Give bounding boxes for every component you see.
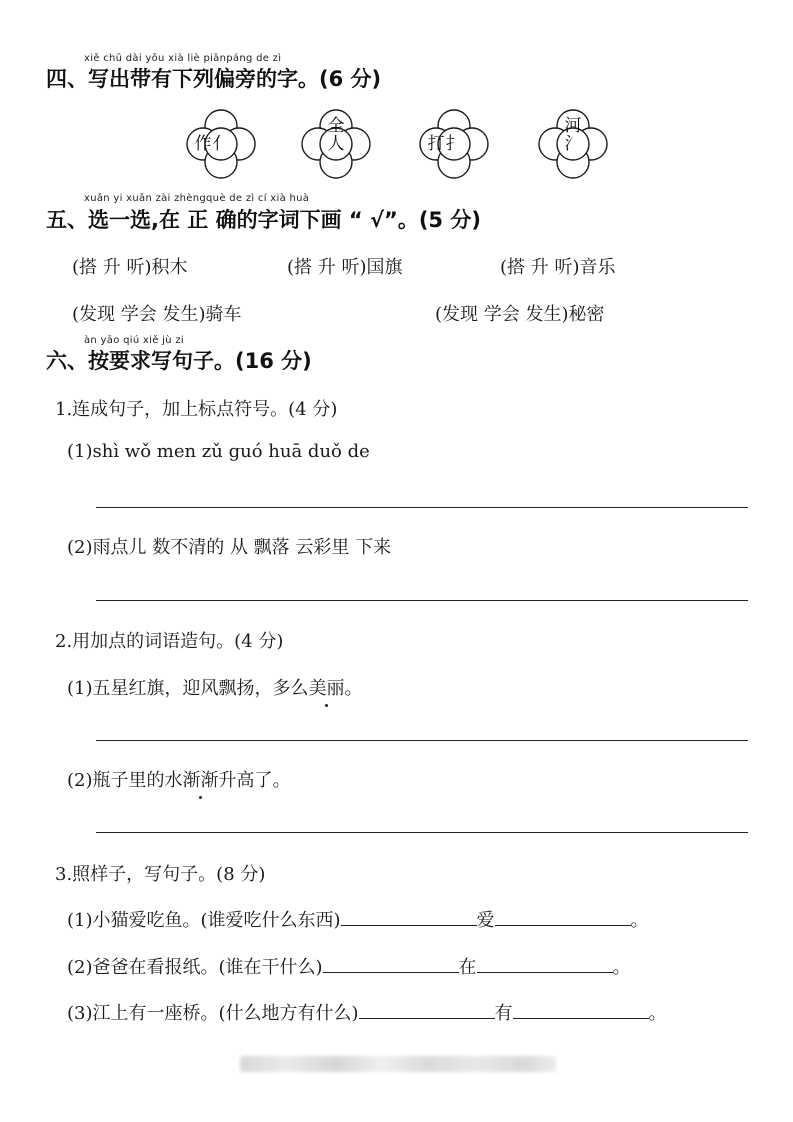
q3-item-2-text: (2)爸爸在看报纸。(谁在干什么) xyxy=(67,957,323,978)
q2-title: 2.用加点的词语造句。(4 分) xyxy=(55,631,284,652)
blank-3b[interactable] xyxy=(513,1002,649,1019)
choice-4[interactable]: (发现 学会 发生)骑车 xyxy=(72,304,242,325)
q3-item-2-end: 。 xyxy=(612,957,631,978)
blank-1a[interactable] xyxy=(341,909,477,926)
q2-a-end: 。 xyxy=(344,678,363,699)
q2-b xyxy=(67,766,291,792)
q2-b-text: (2)瓶子里的水 xyxy=(67,770,183,791)
q2-b-end: 升高了。 xyxy=(218,770,291,791)
sec5-title: 五、选一选,在 正 确的字词下画 “ √”。(5 分) xyxy=(46,208,481,232)
dotted-word-jianjian: 渐渐 xyxy=(183,766,219,792)
flower-4 xyxy=(513,99,633,189)
sec4-pinyin: xiě chū dài yǒu xià liè piānpáng de zì xyxy=(84,53,282,64)
flower-1 xyxy=(161,99,281,189)
q3-item-1-end: 。 xyxy=(630,910,649,931)
q3-item-1-mid: 爱 xyxy=(476,910,495,931)
answer-line-2[interactable] xyxy=(96,600,748,601)
q3-item-2-mid: 在 xyxy=(458,957,477,978)
example-char: 河 xyxy=(564,116,582,136)
q1-title: 1.连成句子，加上标点符号。(4 分) xyxy=(55,399,338,420)
blank-1b[interactable] xyxy=(495,909,631,926)
sec4-title: 四、写出带有下列偏旁的字。(6 分) xyxy=(46,67,382,91)
answer-line-4[interactable] xyxy=(96,832,748,833)
answer-line-3[interactable] xyxy=(96,740,748,741)
example-char: 全 xyxy=(327,116,345,136)
choice-2[interactable]: (搭 升 听)国旗 xyxy=(287,257,403,278)
choice-3[interactable]: (搭 升 听)音乐 xyxy=(500,257,616,278)
q3-title: 3.照样子，写句子。(8 分) xyxy=(55,864,266,885)
blurred-watermark xyxy=(240,1056,556,1072)
q2-a-text: (1)五星红旗，迎风飘扬，多么 xyxy=(67,678,309,699)
choice-5[interactable]: (发现 学会 发生)秘密 xyxy=(435,304,605,325)
blank-2a[interactable] xyxy=(323,956,459,973)
flower-petals xyxy=(513,99,633,189)
q3-item-3 xyxy=(67,999,667,1025)
flower-3 xyxy=(394,99,514,189)
choice-1[interactable]: (搭 升 听)积木 xyxy=(72,257,188,278)
flower-petals xyxy=(161,99,281,189)
dotted-word-meili: 美丽 xyxy=(309,674,345,700)
q2-a xyxy=(67,674,363,700)
sec6-pinyin: àn yāo qiú xiě jù zi xyxy=(84,335,184,346)
flower-petals xyxy=(276,99,396,189)
blank-2b[interactable] xyxy=(477,956,613,973)
sec6-title: 六、按要求写句子。(16 分) xyxy=(46,349,312,373)
flower-petals xyxy=(394,99,514,189)
q3-item-3-mid: 有 xyxy=(494,1003,513,1024)
q1-a: (1)shì wǒ men zǔ guó huā duǒ de xyxy=(67,441,370,462)
blank-3a[interactable] xyxy=(359,1002,495,1019)
radical-text: 氵 xyxy=(564,134,582,154)
example-char: 打 xyxy=(427,134,445,154)
q3-item-3-text: (3)江上有一座桥。(什么地方有什么) xyxy=(67,1003,359,1024)
radical-text: 扌 xyxy=(445,134,463,154)
q3-item-3-end: 。 xyxy=(648,1003,667,1024)
q1-b: (2)雨点儿 数不清的 从 飘落 云彩里 下来 xyxy=(67,537,392,558)
sec5-pinyin: xuǎn yi xuǎn zài zhèngquè de zì cí xià huà xyxy=(84,193,310,204)
q3-item-2 xyxy=(67,953,631,979)
example-char: 作 xyxy=(194,134,212,154)
answer-line-1[interactable] xyxy=(96,507,748,508)
flower-2 xyxy=(276,99,396,189)
radical-text: 亻 xyxy=(212,134,230,154)
q3-item-1-text: (1)小猫爱吃鱼。(谁爱吃什么东西) xyxy=(67,910,341,931)
radical-text: 人 xyxy=(327,134,345,154)
q3-item-1 xyxy=(67,906,649,932)
